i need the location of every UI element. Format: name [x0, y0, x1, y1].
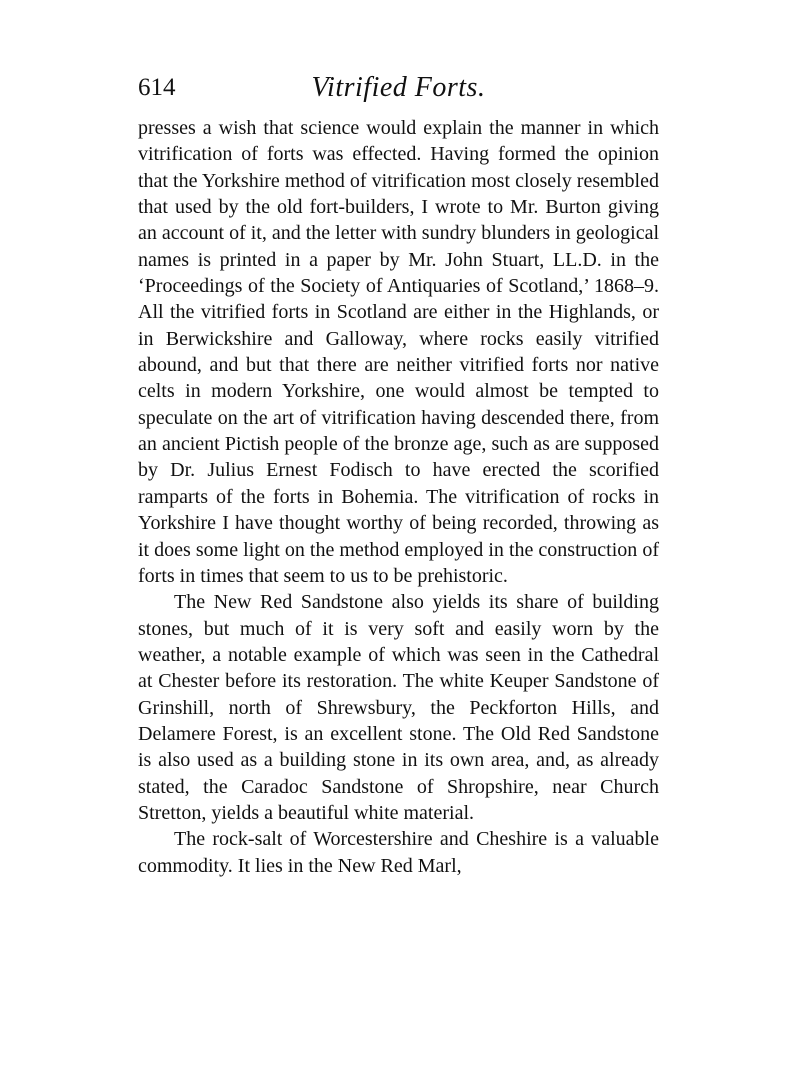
- body-text: [138, 115, 659, 879]
- paragraph-new-red-sandstone: The New Red Sandstone also yields its share of building stones, but much of it is very soft and easily worn by the weather, a notable example of which was seen in the Cathedral at Chester before its restoration. The white Keuper Sandstone of Grinshill, north of Shrewsbury, the Peckforton Hills, and Delamere Forest, is an excellent stone. The Old Red Sandstone is also used as a building stone in its own area, and, as already stated, the Caradoc Sandstone of Shropshire, near Church Stretton, yields a beautiful white material.: [138, 591, 659, 824]
- paragraph-rock-salt: The rock-salt of Worcestershire and Cheshire is a valuable commodity. It lies in the New Red Marl,: [138, 828, 659, 877]
- paragraph-continued: presses a wish that science would explain the manner in which vitrification of forts was effected. Having formed the opinion that the Yorkshire method of vitrification most closely resembled that used by the old fort-builders, I wrote to Mr. Burton giving an account of it, and the letter with sundry blunders in geological names is printed in a paper by Mr. John Stuart, LL.D. in the ‘Proceedings of the Society of Antiquaries of Scotland,’ 1868–9. All the vitrified forts in Scotland are either in the Highlands, or in Berwickshire and Galloway, where rocks easily vitrified abound, and but that there are neither vitrified forts nor native celts in modern Yorkshire, one would almost be tempted to speculate on the art of vitrification having descended there, from an ancient Pictish people of the bronze age, such as are supposed by Dr. Julius Ernest Fodisch to have erected the scorified ramparts of the forts in Bohemia. The vitrification of rocks in Yorkshire I have thought worthy of being recorded, throwing as it does some light on the method employed in the construction of forts in times that seem to us to be prehistoric.: [138, 117, 659, 587]
- running-title: Vitrified Forts.: [311, 72, 486, 103]
- running-head: [138, 62, 659, 106]
- page-number: 614: [138, 74, 176, 101]
